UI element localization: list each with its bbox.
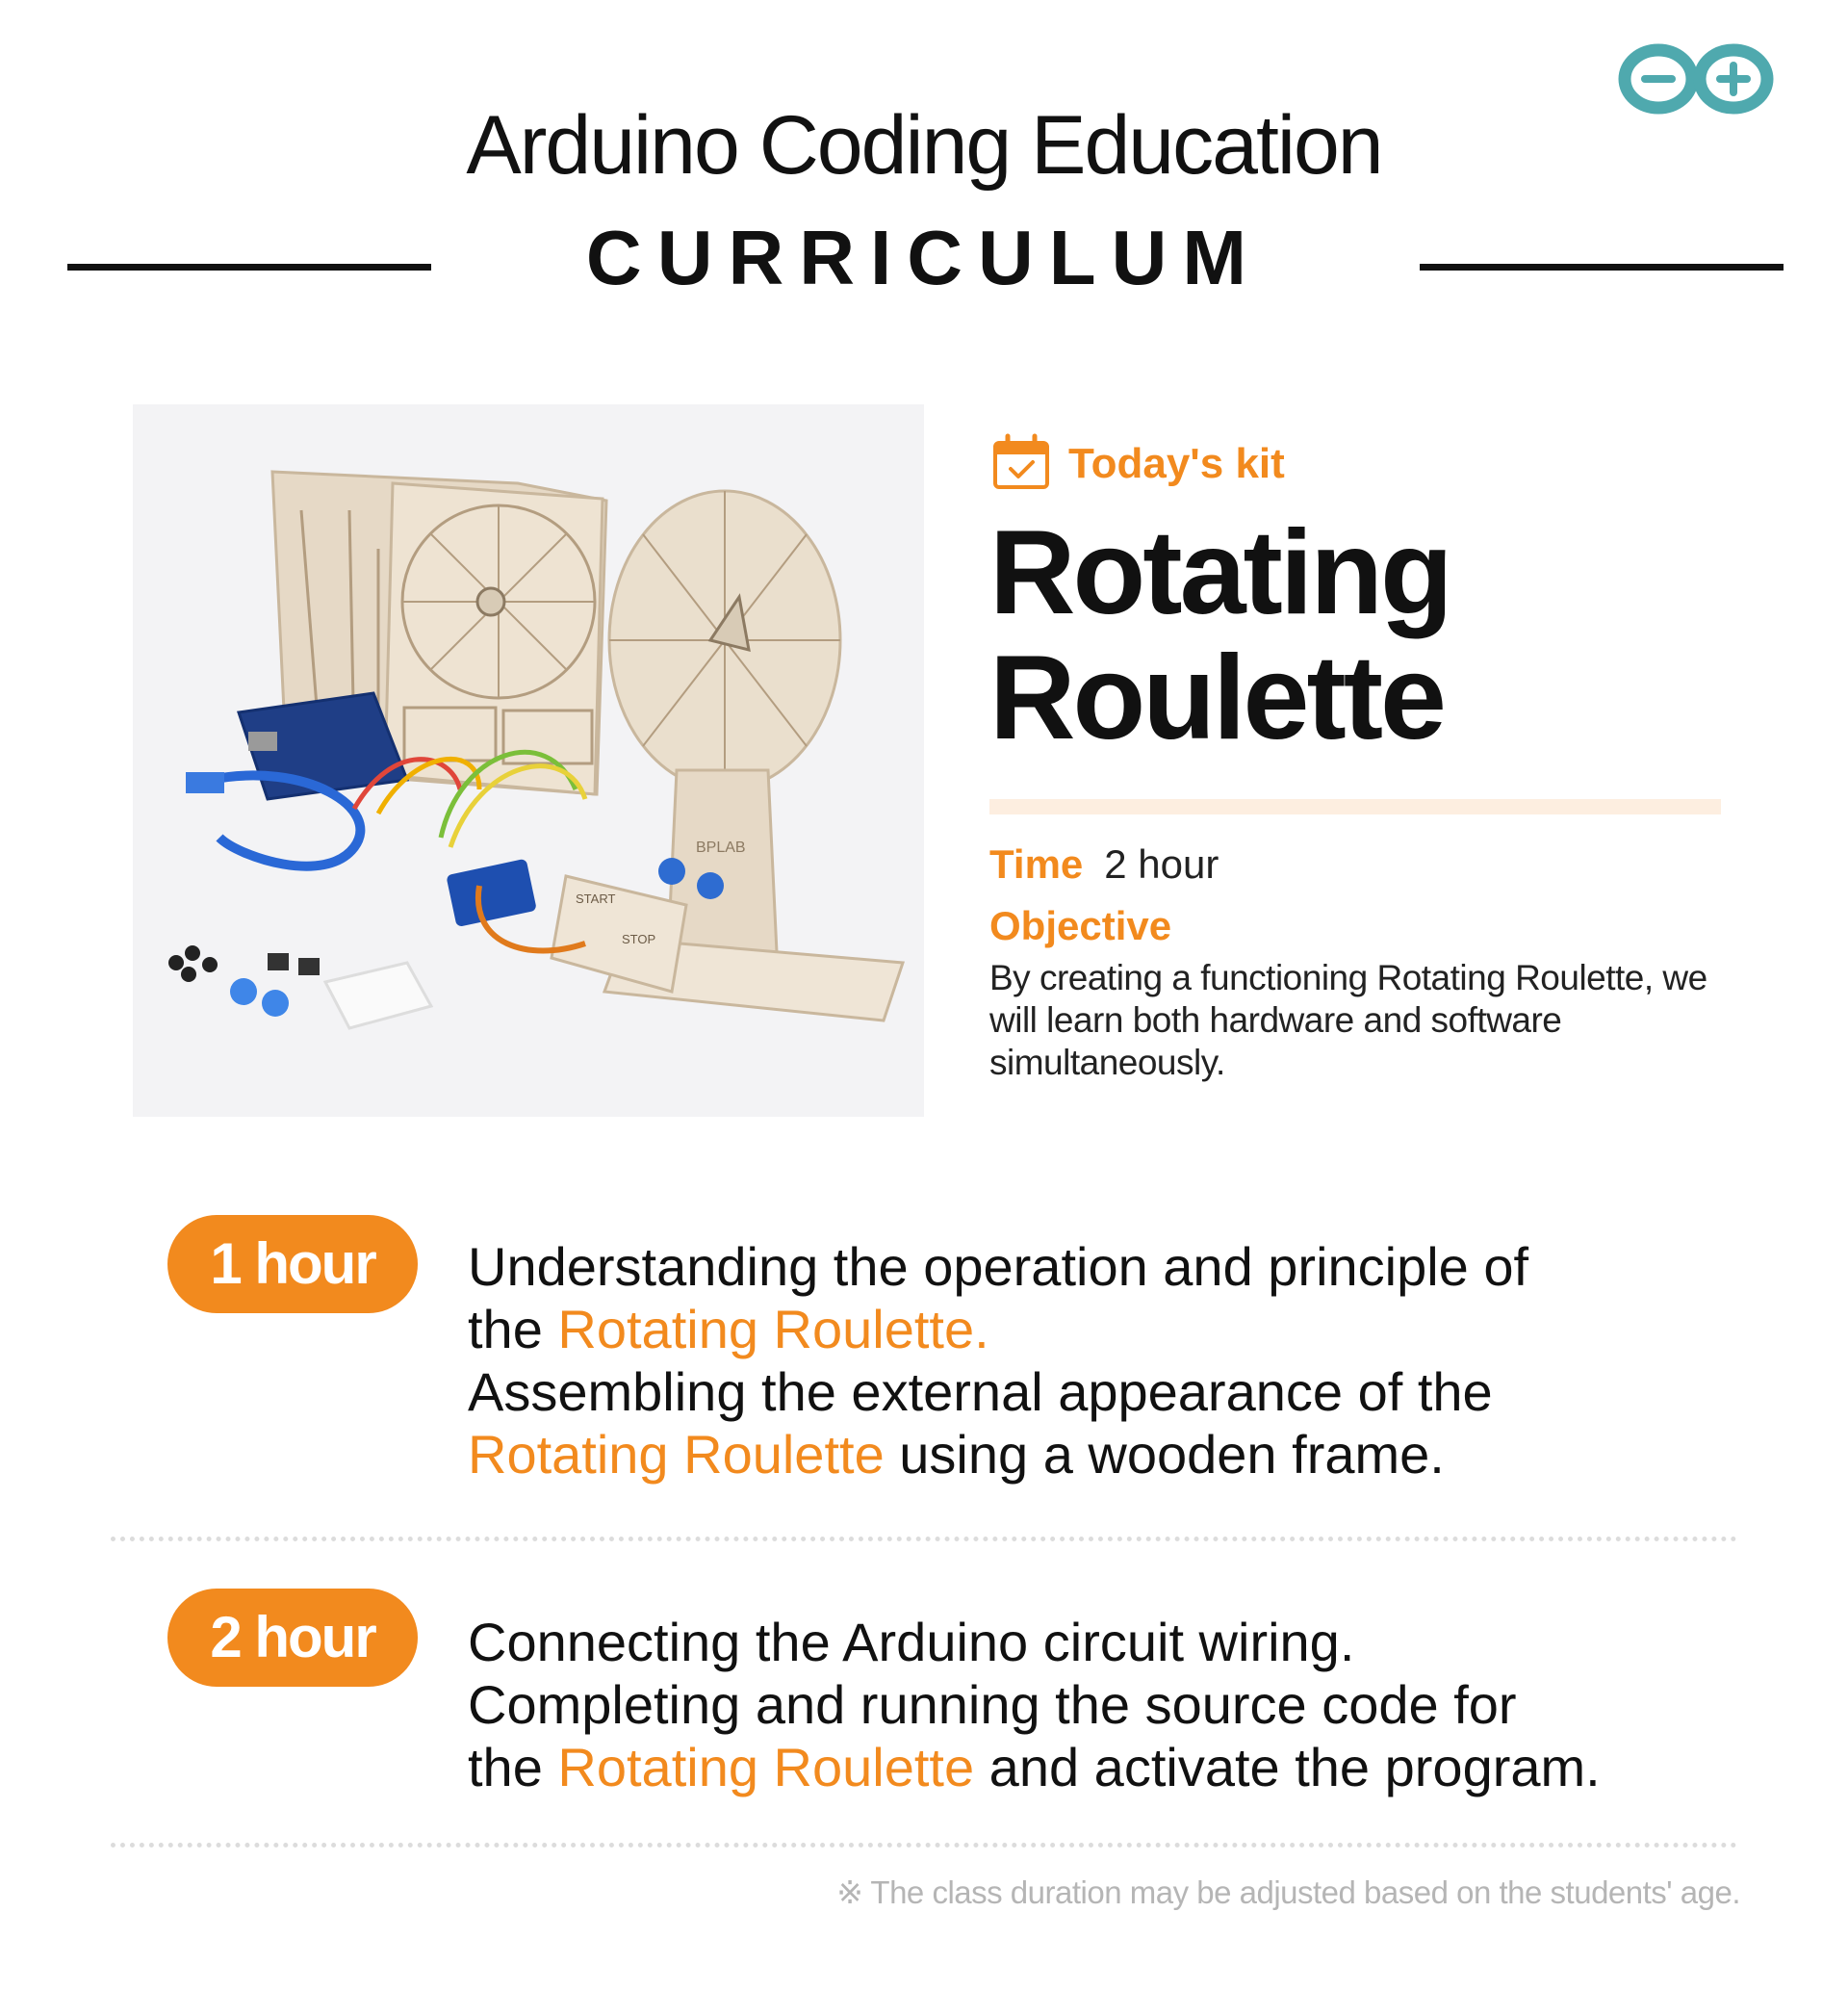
kit-title-line1: Rotating <box>989 506 1450 639</box>
description-line <box>468 1736 1796 1798</box>
highlight-text: Rotating Roulette <box>557 1737 975 1797</box>
title-rule-right <box>1420 264 1784 271</box>
start-label: START <box>576 892 616 906</box>
time-row <box>989 840 1219 890</box>
session-description-1 <box>468 1235 1796 1486</box>
time-label: Time <box>989 841 1084 887</box>
description-text: the <box>468 1737 558 1797</box>
description-text: using a wooden frame. <box>884 1424 1445 1485</box>
kit-title-line2: Roulette <box>989 632 1444 764</box>
description-text: Completing and running the source code for <box>468 1674 1517 1735</box>
calendar-check-icon <box>991 433 1051 491</box>
description-text: and activate the program. <box>974 1737 1601 1797</box>
kit-divider <box>989 799 1721 814</box>
hour-badge-2: 2 hour <box>167 1589 418 1687</box>
highlight-text: Rotating Roulette <box>468 1424 885 1485</box>
page-title: Arduino Coding Education <box>466 99 1382 192</box>
description-line <box>468 1235 1796 1298</box>
description-line <box>468 1360 1796 1423</box>
objective-label: Objective <box>989 903 1172 948</box>
kit-photo <box>133 404 924 1117</box>
description-text: the <box>468 1299 558 1359</box>
hour-badge-1: 1 hour <box>167 1215 418 1313</box>
title-rule-left <box>67 264 431 271</box>
time-value: 2 hour <box>1104 841 1219 887</box>
description-line <box>468 1423 1796 1486</box>
kit-brand-label: BPLAB <box>696 840 746 856</box>
description-line <box>468 1611 1796 1673</box>
description-text: Assembling the external appearance of the <box>468 1361 1493 1422</box>
session-description-2 <box>468 1611 1796 1798</box>
description-text: Understanding the operation and principle of <box>468 1236 1529 1297</box>
todays-kit-label: Today's kit <box>1068 440 1285 487</box>
highlight-text: Rotating Roulette. <box>557 1299 989 1359</box>
dotted-divider <box>111 1843 1737 1848</box>
description-line <box>468 1298 1796 1360</box>
dotted-divider <box>111 1537 1737 1541</box>
page-subtitle: CURRICULUM <box>585 215 1263 300</box>
stop-label: STOP <box>622 932 656 946</box>
footnote: ※ The class duration may be adjusted based on the students' age. <box>836 1874 1740 1910</box>
kit-title <box>989 506 1528 764</box>
description-text: Connecting the Arduino circuit wiring. <box>468 1612 1355 1672</box>
description-line <box>468 1673 1796 1736</box>
objective-text: By creating a functioning Rotating Roulette, we will learn both hardware and software simultaneously. <box>989 958 1707 1082</box>
